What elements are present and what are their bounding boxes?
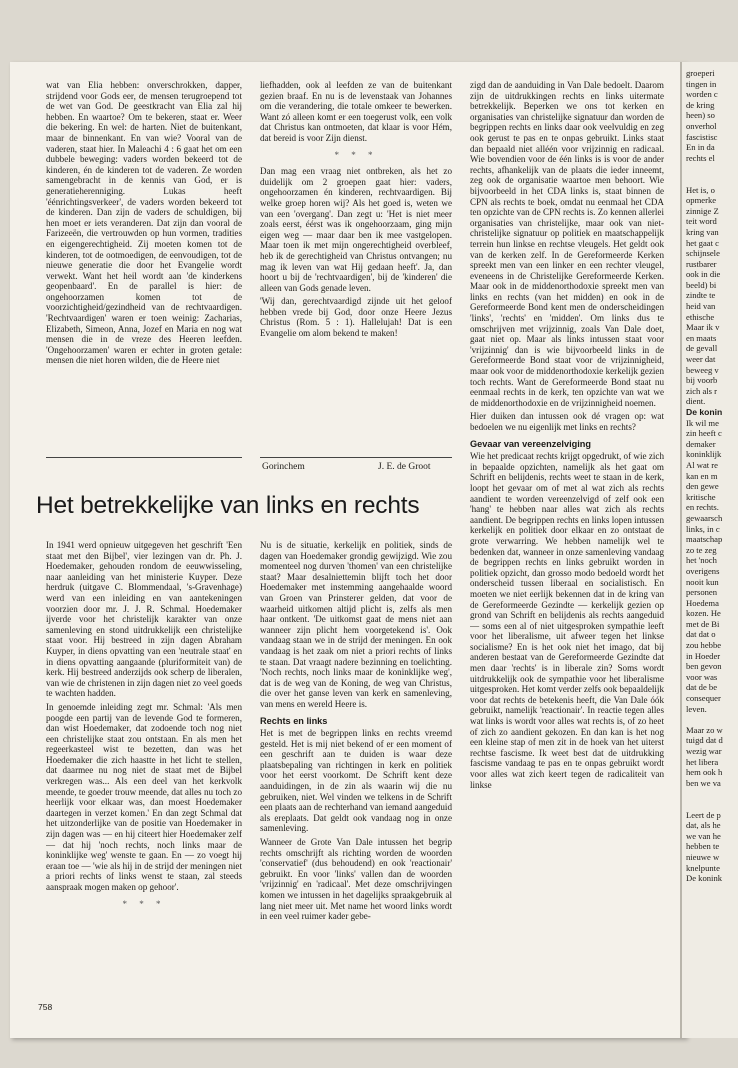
- edge-line: ben we va: [686, 777, 721, 788]
- edge-line: demaker: [686, 438, 716, 449]
- edge-line: dat de be: [686, 682, 718, 693]
- edge-line: links, in c: [686, 523, 720, 534]
- bottom-middle-2-paragraph: Het is met de begrippen links en rechts vreemd gesteld. Het is mij niet bekend of er een moment of een geschrift aan te duiden is waar deze plaatsbepaling van richtingen in kerk en politiek voor het eerst voorkomt. De Schrift kent deze aanduidingen, in de zin als waarin wij die nu gebruiken, niet. Wel vinden we telkens in de Schrift een plaats aan de rechterhand van iemand aangeduid als ereplaats. Dat geldt ook vandaag nog in onze samenleving.: [260, 728, 452, 834]
- edge-lines-top: [686, 68, 723, 884]
- edge-line: wezig war: [686, 746, 722, 756]
- edge-line: Hoedema: [686, 597, 719, 608]
- right-column-2-paragraph: Wie het predicaat rechts krijgt opgedrukt, of wie zich in bepaalde opzichten, namelijk als het gaat om Schrift en belijdenis, rechts weet te staan in de kerk, loopt het gevaar om of met al wat zich als rechts aandient te worden vereenzelvigd of zelf ook een 'hang' te hebben naar alles wat zich als rechts aandient. De begrippen rechts en links lopen intussen kerkelijk en politiek door elkaar en zo ontstaat de grote verwarring. We hebben namelijk wel te bedenken dat, wanneer in onze samenleving vandaag de begrippen rechts en links gebruikt worden in politiek opzicht, dan grosso modo bedoeld wordt het onderscheid tussen liberaal en socialistisch. En moeten we niet eerlijk bekennen dat in de kring van de Gereformeerde Gezindte — kerkelijk gezien op grond van Schrift en belijdenis als rechts aangeduid — soms een al of niet uitgesproken sympathie leeft voor het liberalisme, uit afweer tegen het linkse socialisme? En is het ook niet het imago, dat bij anderen bestaat van de Gereformeerde Gezindte dat men daar 'rechts' is in liberale zin? Soms wordt uitdrukkelijk ook de sympathie voor het liberalisme uitgesproken. Het komt verder zelfs ook bepaaldelijk voor dat rechts de betekenis heeft, die Van Dale óók gebruikt, namelijk 'reactionair'. In reactie tegen alles wat links is wordt voor alles wat rechts is, of zo heet of zich zo aandient gekozen. En dan kan is het nog een kleine stap of men zit in de hoek van het uiterst rechtse fascisme. Ik weet best dat de uitdrukking fascisme vandaag te pas en te onpas gebruikt wordt voor alles wat zich keert tegen de radicaliteit van linkse: [470, 451, 664, 790]
- edge-line: maatschap: [686, 534, 723, 545]
- edge-line: beeld) bi: [686, 279, 717, 290]
- section-heading-vereenzelviging: Gevaar van vereenzelviging: [470, 438, 592, 449]
- edge-line: Maar zo w: [686, 724, 723, 735]
- right-column-paragraph: Hier duiken dan intussen ook dé vragen op: wat bedoelen we nu eigenlijk met links en rechts?: [470, 411, 664, 432]
- edge-line: leven.: [686, 703, 707, 714]
- edge-line: heid van: [686, 301, 716, 312]
- edge-line: zinnige Z: [686, 205, 719, 216]
- edge-line: rechts el: [686, 152, 715, 163]
- edge-line: [686, 788, 723, 799]
- top-left-paragraph: wat van Elia hebben: onverschrokken, dapper, strijdend voor Gods eer, de mensen terugroepend tot de wet van God. De geestkracht van Elia zal hij hebben. En waartoe? Om te bekeren, staat er. Weer die bekering. En wel: de harten. Niet de buitenkant, maar de binnenkant. En van wie? Vooral van de vaderen, staat hier. In Maleachi 4 : 6 gaat het om een dubbele beweging: vaders worden bekeerd tot de kinderen, én de kinderen tot de vaderen. Ze worden samengebracht in de kennis van God, er is generatieherenniging. Lukas heeft 'éénrichtingsverkeer', de vaders worden bekeerd tot de kinderen. Dan zijn de vaders de schuldigen, bij hen moet er iets veranderen. Dat zijn dan vooral de Farizeeën, die vertrouwden op hun vormen, tradities en eigengerechtigheid. Zij moeten komen tot de kinderen, tot de ootmoedigen, de eenvoudigen, tot de nieuwe generatie die door het Evangelie wordt verwekt. Want het heil wordt aan 'de kinderkens geopenbaard'. En de parallel is hier: de ongehoorzamen komen tot de voorzichtigheid/gezindheid van de rechtvaardigen. 'Rechtvaardigen' waren er toen weinig: Zacharias, Elizabeth, Simeon, Anna, Jozef en Maria en nog wat mensen die in de vreze des Heeren leefden. 'Ongehoorzamen' waren er echter in groten getale: mensen die niet horen wilden, die de Heere niet: [46, 80, 242, 366]
- edge-line: en rechts.: [686, 502, 719, 513]
- edge-heading: De konin: [686, 407, 723, 417]
- bottom-left-column: [46, 540, 242, 995]
- bottom-middle-column: [260, 540, 452, 995]
- edge-line: overigens: [686, 565, 720, 576]
- edge-line: ook in die: [686, 269, 721, 280]
- section-heading-rechts-en-links: Rechts en links: [260, 715, 328, 726]
- edge-line: en maats: [686, 332, 717, 343]
- edge-line: Ik wil me: [686, 417, 719, 428]
- edge-line: kan en m: [686, 470, 718, 481]
- edge-line: Maar ik v: [686, 322, 720, 333]
- section-separator-bottom: * * *: [122, 898, 166, 909]
- edge-line: De konink: [686, 873, 723, 884]
- edge-line: [686, 714, 723, 725]
- edge-line: knelpunte: [686, 862, 720, 873]
- edge-line: personen: [686, 587, 718, 598]
- column-rule-left: [46, 457, 242, 458]
- edge-line: weer dat: [686, 354, 716, 365]
- edge-line: ben gevon: [686, 661, 722, 672]
- edge-line: het gaat c: [686, 237, 719, 248]
- edge-line: den gewe: [686, 481, 719, 492]
- right-column-paragraph: zigd dan de aanduiding in Van Dale bedoelt. Daarom zijn de uitdrukkingen rechts en links uitermate betrekkelijk. Beperken we ons tot kerken en organisaties van christelijke signatuur dan worden de begrippen rechts en links daar ook veelvuldig en zeg ook gerust te pas en te onpas gebruikt. Links staat dan bepaald niet alléén voor vrijzinnig en radicaal. Wie bovendien voor de één links is is voor de ander rechts, afhankelijk van de plaats die ieder inneemt, zeg ook de organisatie waartoe men behoort. Wie bijvoorbeeld in het CDA links is, staat binnen de CPN als rechts te boek, omdat nu eenmaal het CDA ten opzichte van de CPN rechts is. Zo kennen allerlei organisaties van christelijke, maar ook van niet-christelijke signatuur op politiek en maatschappelijk terrein hun linkse en rechtse vleugels. Het geldt ook van de kerken zelf. In de Gereformeerde Kerken spreekt men van een linker en een rechter vleugel, eveneens in de Christelijke Gereformeerde Kerken. Maar ook in de middenorthodoxie spreekt men van links en rechts (van het midden) en ook in de Gereformeerde Bond kent men de onderscheidingen 'links', 'rechts' en 'midden'. Om links dus te omschrijven met vrijzinnig, zoals Van Dale doet, gaat niet op. Maar als links intussen staat voor 'vrijzinnig' dan is wie bijvoorbeeld links in de Gereformeerde Bond staat voor de vrijzinnigheid, maar ook voor de middenorthodoxie kerkelijk gezien toch rechts. Want de Gereformeerde Bond staat nu eenmaal rechts in de kerk, ten opzichte van wat we de middenorthodoxie en de vrijzinnigheid noemen.: [470, 80, 664, 408]
- edge-line: onverhol: [686, 120, 717, 131]
- edge-line: En in da: [686, 142, 715, 153]
- edge-line: zo te zeg: [686, 544, 717, 555]
- bottom-left-paragraph: In 1941 werd opnieuw uitgegeven het geschrift 'Een staat met den Bijbel', vier lezingen van dr. Ph. J. Hoedemaker, gehouden rondom de eeuwwisseling, naar aanleiding van het ministerie Kuyper. Deze herdruk (uitgave C. Blommendaal, 's-Gravenhage) werd van een inleiding en van aantekeningen voorzien door mr. J. J. R. Schmal. Hoedemaker ijverde voor het christelijk karakter van onze samenleving en stond uitdrukkelijk een christelijke staat voor. Hij bestreed in zijn dagen Abraham Kuyper, in diens opvatting van een 'neutrale staat' en in diens opvatting aangaande (pluriformiteit van) de kerk. Hij bestreed anderzijds ook scherp de liberalen, van wie de christenen in zijn dagen niet zo veel goeds te wachten hadden.: [46, 540, 242, 699]
- edge-line: het 'noch: [686, 555, 717, 566]
- edge-line: [686, 799, 723, 810]
- edge-line: het libera: [686, 756, 719, 767]
- column-rule-middle: [260, 457, 452, 458]
- edge-line: worden c: [686, 89, 718, 100]
- section-separator: * * *: [334, 149, 378, 160]
- edge-line: in Hoeder: [686, 650, 721, 661]
- edge-line: de kring: [686, 99, 715, 110]
- right-column: [470, 80, 664, 995]
- edge-line: met de Bi: [686, 618, 720, 629]
- top-middle-after-paragraph: 'Wij dan, gerechtvaardigd zijnde uit het geloof hebben vrede bij God, door onze Heere Jezus Christus (Rom. 5 : 1). Hallelujah! Dat is een Evangelie om alom bekend te maken!: [260, 296, 452, 339]
- edge-line: rustbarer: [686, 258, 717, 269]
- next-page-edge: [680, 62, 738, 1038]
- edge-line: we van he: [686, 830, 721, 841]
- bottom-middle-2-paragraph: Wanneer de Grote Van Dale intussen het begrip rechts omschrijft als richting worden de woorden 'conservatief' (dus behoudend) en ook 'reactionair' gebruikt. En voor 'links' vallen dan de woorden 'vrijzinnig' en 'radicaal'. Met deze omschrijvingen komen we intussen in het dagelijks spraakgebruik al lang niet meer uit. Met name het woord links wordt in een veel ruimer kader gebe-: [260, 837, 452, 922]
- edge-line: fascistisc: [686, 131, 718, 142]
- edge-line: opmerke: [686, 195, 717, 206]
- edge-line: schijnsele: [686, 248, 720, 259]
- edge-line: dient.: [686, 396, 706, 407]
- edge-line: nieuwe w: [686, 851, 720, 862]
- article-title: Het betrekkelijke van links en rechts: [36, 492, 420, 519]
- top-middle-column: [260, 80, 452, 456]
- signature-author: J. E. de Groot: [378, 462, 431, 472]
- edge-line: hem ook h: [686, 767, 723, 778]
- edge-line: zindte te: [686, 290, 716, 301]
- edge-line: dat, als he: [686, 820, 721, 831]
- edge-line: [686, 174, 723, 185]
- edge-line: koninklijk: [686, 449, 722, 460]
- edge-line: kozen. He: [686, 608, 721, 619]
- edge-line: nooit kun: [686, 576, 719, 587]
- edge-line: consequer: [686, 693, 721, 704]
- edge-line: zou hebbe: [686, 640, 722, 651]
- edge-line: gewaarsch: [686, 512, 723, 523]
- page-number: 758: [38, 1002, 53, 1012]
- edge-line: tingen in: [686, 78, 717, 89]
- edge-line: de gevall: [686, 343, 718, 354]
- bottom-middle-paragraph: Nu is de situatie, kerkelijk en politiek, sinds de dagen van Hoedemaker grondig gewijzigd. Wie zou momenteel nog durven 'thomen' van een christelijke staat? Maar desalniettemin blijft toch het door Hoedemaker met instemming aangehaalde woord van Groen van Prinsterer gelden, dat voor de waarheid uitkomen altijd plicht is, zelfs als men haar ontkent. 'De uitkomst gaat de mens niet aan wanneer zijn plicht hem voorgetekend is'. Ook vandaag staan we in de strijd der meningen. En ook vandaag is het zaak om niet a priori rechts of links te staan. Dat vraagt nadere bezinning en toelichting. 'Noch rechts, noch links maar de koninklijke weg', dat is de weg van de Koning, de weg van Christus, die over het ganse leven van kerk en samenleving, van mens en wereld Heere is.: [260, 540, 452, 709]
- edge-line: zich als r: [686, 385, 718, 396]
- top-left-column: [46, 80, 242, 456]
- edge-line: groeperi: [686, 68, 715, 78]
- edge-line: dat dat o: [686, 629, 716, 640]
- edge-line: Het is, o: [686, 184, 715, 195]
- edge-line: tuigd dat d: [686, 735, 723, 746]
- edge-line: Al wat re: [686, 459, 718, 470]
- edge-line: teit word: [686, 216, 717, 227]
- edge-line: Leert de p: [686, 809, 721, 820]
- edge-line: [686, 163, 723, 174]
- edge-line: bij voorb: [686, 375, 718, 386]
- edge-line: heen) so: [686, 110, 715, 121]
- edge-line: ethische: [686, 311, 715, 322]
- edge-line: kring van: [686, 226, 719, 237]
- top-middle-after-paragraph: Dan mag een vraag niet ontbreken, als het zo duidelijk om 2 groepen gaat hier: vaders, ongehoorzamen én kinderen, rechtvaardigen. Bij welke groep horen wij? Als het goed is, weten we van een 'overgang'. Dan zegt u: 'Het is niet meer zoals eerst, éérst was ik ongehoorzaam, ging mijn eigen weg — maar daar ben ik mee vastgelopen. Maar toen ik met mijn ongerechtigheid overbleef, heb ik de gerechtigheid van Christus ontvangen; nu mag ik leven van wat Hij gedaan heeft'. Ja, dan hoort u bij de 'rechtvaardigen', bij de 'kinderen' die alleen van Gods genade leven.: [260, 166, 452, 293]
- edge-line: hebben te: [686, 841, 720, 852]
- top-middle-paragraph: liefhadden, ook al leefden ze van de buitenkant gezien braaf. En nu is de levenstaak van Johannes om die verandering, die totale omkeer te bewerken. Want zó alleen komt er een toegerust volk, een volk dat Christus kan ontmoeten, dat klaar is voor Hém, dat bereid is voor Zijn dienst.: [260, 80, 452, 143]
- edge-line: beweeg v: [686, 364, 719, 375]
- signature-place: Gorinchem: [262, 462, 305, 472]
- edge-line: zin heeft c: [686, 428, 722, 439]
- edge-line: kritische: [686, 491, 716, 502]
- edge-line: voor was: [686, 671, 718, 682]
- bottom-left-paragraph: In genoemde inleiding zegt mr. Schmal: 'Als men poogde een partij van de levende God te formeren, dan wist Hoedemaker, dat zodoende toch nog niet een christelijke staat zou ontstaan. En als men het regeerkasteel wist te bezetten, dan was het Hoedemaker die zich haastte in het licht te stellen, dat daarmee nu nog niet de staat met de Bijbel verkregen was... Als een deel van het kerkvolk meende, te goeder trouw meende, dat alles nu toch zo heerlijk voor elkaar was, dan moest Hoedemaker daartegen in verzet komen.' En dan zegt Schmal dat het uitzonderlijke van de positie van Hoedemaker in zijn dagen was — en hij citeert hier Hoedemaker zelf — dat hij 'noch rechts, noch links maar de koninklijke weg' wenste te gaan. En — zo voegt hij eraan toe — 'wie als hij in de strijd der meningen niet a priori rechts of links wenst te staan, zal steeds aanspraak mogen maken op gehoor'.: [46, 701, 242, 892]
